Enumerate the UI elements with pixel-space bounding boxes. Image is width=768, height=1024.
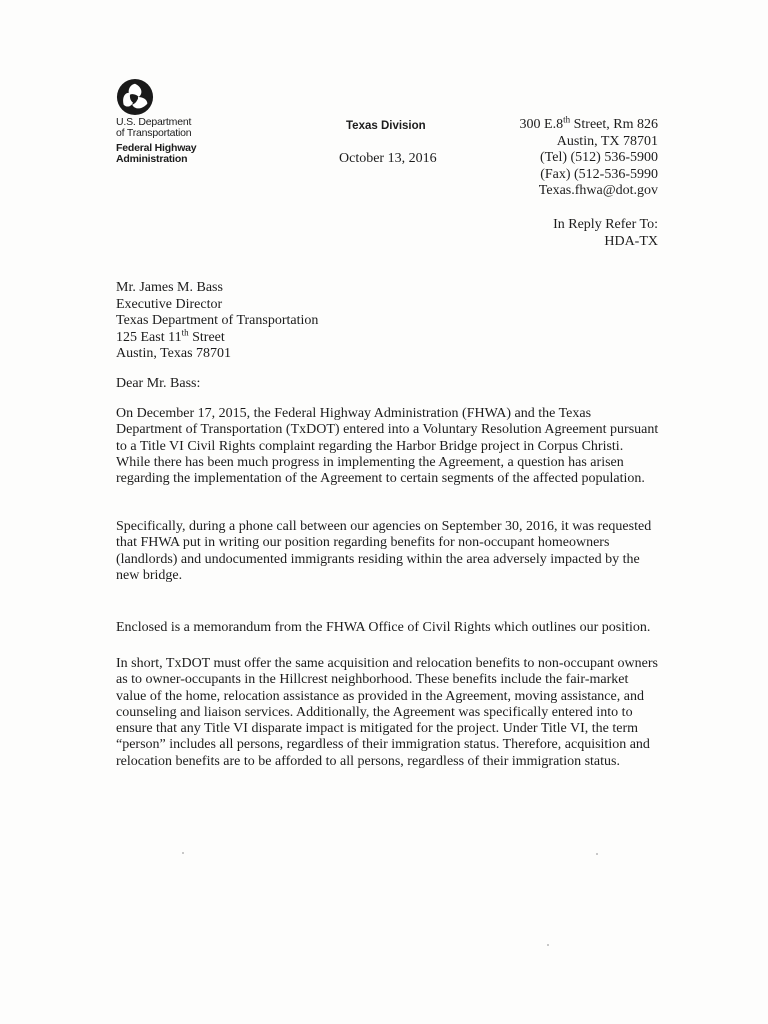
department-name: U.S. Department of Transportation [116,116,192,139]
division-name: Texas Division [346,120,426,132]
letter-date: October 13, 2016 [339,151,437,166]
sender-tel: (Tel) (512) 536-5900 [540,150,658,165]
recipient-city: Austin, Texas 78701 [116,346,232,361]
agency-block [116,117,196,165]
recipient-address [116,280,318,363]
body-paragraph-3: Enclosed is a memorandum from the FHWA Office of Civil Rights which outlines our position. [116,620,651,635]
sender-fax: (Fax) (512-536-5990 [540,166,658,182]
sender-address [519,114,658,200]
scan-speck [547,944,549,946]
recipient-street: 125 East 11th Street [116,326,225,345]
sender-email: Texas.fhwa@dot.gov [538,183,658,198]
body-paragraph-2: Specifically, during a phone call between our agencies on September 30, 2016, it was requested that FHWA put in writing our position regarding benefits for non-occupant homeowners (landlords) and undocumented immigrants residing within the area adversely impacted by the new bridge. [116,519,652,583]
body-paragraph-1: On December 17, 2015, the Federal Highway Administration (FHWA) and the Texas Department of Transportation (TxDOT) entered into a Voluntary Resolution Agreement pursuant to a Title VI Civil Rights complaint regarding the Harbor Bridge project in Corpus Christi. While there has been much progress in implementing the Agreement, a question has arisen regarding the implementation of the Agreement to certain segments of the affected population. [116,406,659,487]
body-paragraph-4: In short, TxDOT must offer the same acquisition and relocation benefits to non-occupant owners as to owner-occupants in the Hillcrest neighborhood. These benefits include the fair-market value of the home, relocation assistance as provided in the Agreement, moving assistance, and counseling and liaison services. Additionally, the Agreement was specifically entered into to ensure that any Title VI disparate impact is mitigated for the project. Under Title VI, the term “person” includes all persons, regardless of their immigration status. Therefore, acquisition and relocation benefits are to be afforded to all persons, regardless of their immigration status. [116,656,658,769]
scan-speck [182,852,184,854]
reply-label: In Reply Refer To: [553,217,658,232]
scan-speck [596,853,598,855]
reply-reference [553,217,658,250]
administration-name: Federal Highway Administration [116,142,197,165]
sender-street: 300 E.8th Street, Rm 826 [519,114,658,132]
dot-triskelion-logo-icon [116,78,154,116]
recipient-name: Mr. James M. Bass [116,280,223,295]
salutation: Dear Mr. Bass: [116,376,201,391]
reply-code: HDA-TX [604,233,658,249]
recipient-title: Executive Director [116,296,223,312]
recipient-org: Texas Department of Transportation [116,313,319,328]
sender-city: Austin, TX 78701 [556,133,658,149]
